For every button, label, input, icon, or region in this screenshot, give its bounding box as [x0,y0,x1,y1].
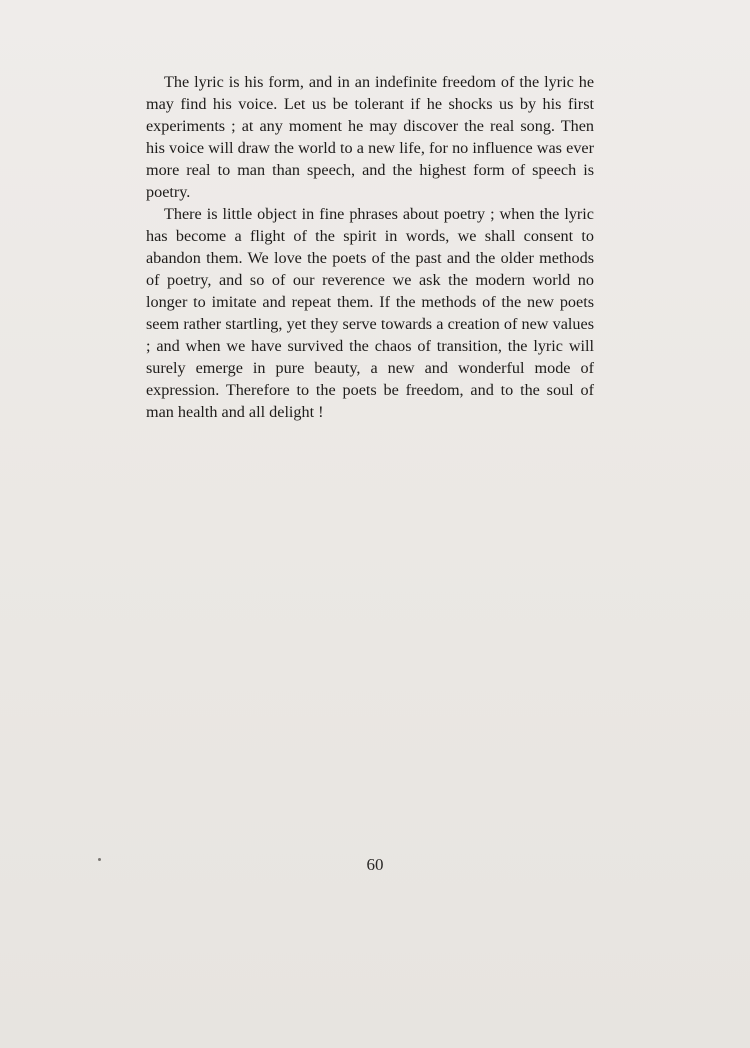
paper-speck [98,858,101,861]
paragraph-2: There is little object in fine phrases about poetry ; when the lyric has become a flight of the spirit in words, we shall consent to abandon them. We love the poets of the past and the older methods of poetry, and so of our reverence we ask the modern world no longer to imitate and repeat them. If the methods of the new poets seem rather startling, yet they serve towards a creation of new values ; and when we have survived the chaos of transition, the lyric will surely emerge in pure beauty, a new and wonderful mode of expression. Therefore to the poets be freedom, and to the soul of man health and all delight ! [146,205,594,421]
page-number: 60 [366,855,384,874]
paragraph-1: The lyric is his form, and in an indefinite freedom of the lyric he may find his voice. Let us be tolerant if he shocks us by his first experiments ; at any moment he may discover the real song. Then his voice will draw the world to a new life, for no influence was ever more real to man than speech, and the highest form of speech is poetry. [146,73,594,201]
body-text [146,71,594,423]
